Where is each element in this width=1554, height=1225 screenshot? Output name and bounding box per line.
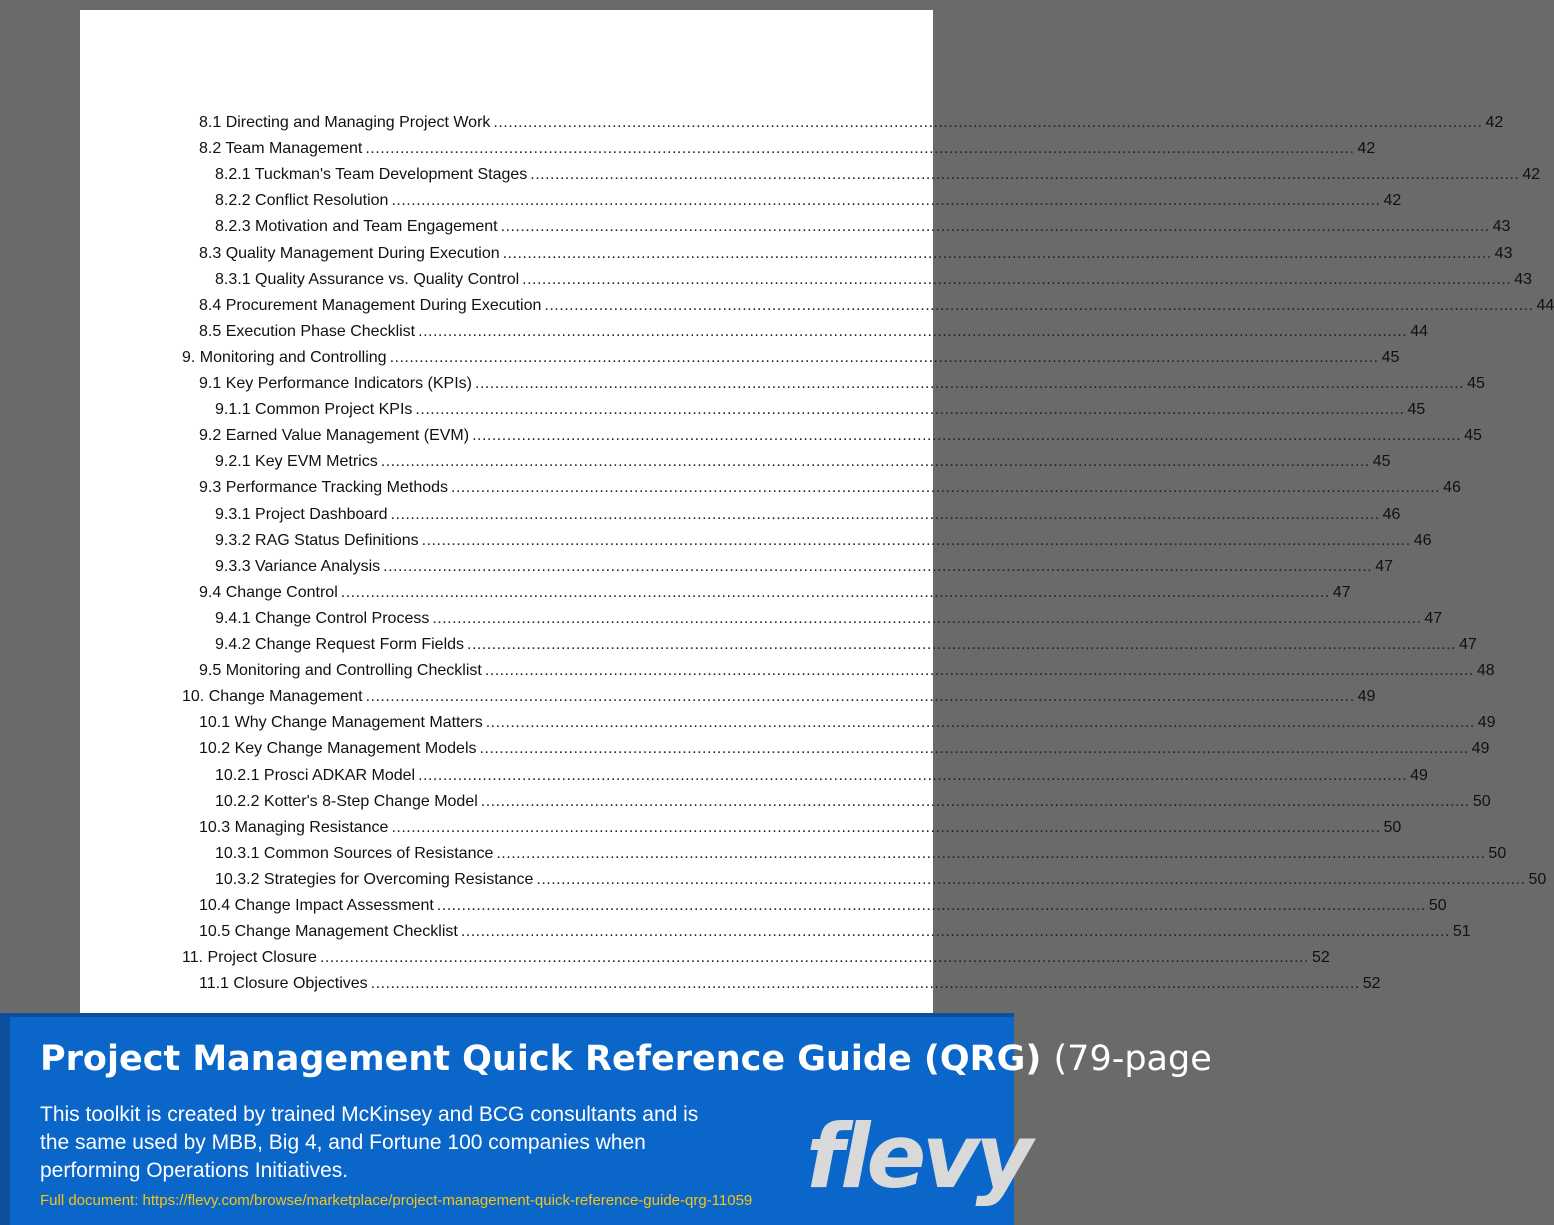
- toc-entry-title: 9.3.1 Project Dashboard: [215, 505, 388, 523]
- toc-dot-leader: [391, 815, 1380, 841]
- toc-entry[interactable]: [199, 293, 1554, 319]
- toc-entry-page: 49: [1357, 688, 1376, 706]
- toc-dot-leader: [383, 554, 1372, 580]
- toc-entry-page: 45: [1381, 348, 1400, 366]
- toc-entry-title: 8.2 Team Management: [199, 140, 363, 158]
- toc-entry-title: 9.3.2 RAG Status Definitions: [215, 531, 419, 549]
- toc-entry-page: 42: [1522, 166, 1541, 184]
- toc-entry-title: 8.2.2 Conflict Resolution: [215, 192, 389, 210]
- flevy-logo: flevy: [806, 1105, 1029, 1208]
- toc-entry-page: 49: [1410, 766, 1428, 784]
- toc-dot-leader: [422, 528, 1411, 554]
- toc-entry-page: 46: [1443, 479, 1461, 497]
- toc-entry-page: 45: [1407, 401, 1426, 419]
- toc-entry-title: 9.4 Change Control: [199, 583, 338, 601]
- toc-entry-page: 42: [1357, 140, 1376, 158]
- toc-dot-leader: [437, 893, 1426, 919]
- toc-dot-leader: [341, 580, 1330, 606]
- toc-entry[interactable]: [199, 371, 1485, 397]
- toc-entry[interactable]: [215, 188, 1402, 214]
- toc-dot-leader: [391, 502, 1380, 528]
- toc-entry-page: 46: [1382, 505, 1401, 523]
- toc-entry-title: 10.2.2 Kotter's 8-Step Change Model: [215, 792, 478, 810]
- toc-entry-title: 9.4.1 Change Control Process: [215, 609, 430, 627]
- toc-entry-page: 44: [1536, 296, 1554, 314]
- toc-entry-title: 10.2 Key Change Management Models: [199, 740, 477, 758]
- toc-entry-page: 43: [1492, 218, 1511, 236]
- toc-dot-leader: [503, 241, 1492, 267]
- toc-dot-leader: [530, 162, 1519, 188]
- toc-entry-title: 11. Project Closure: [182, 949, 317, 967]
- toc-entry-title: 9.4.2 Change Request Form Fields: [215, 636, 465, 653]
- toc-dot-leader: [472, 423, 1461, 449]
- toc-entry-title: 11.1 Closure Objectives: [199, 975, 368, 993]
- toc-entry[interactable]: [199, 919, 1471, 945]
- toc-dot-leader: [501, 214, 1490, 240]
- toc-dot-leader: [480, 736, 1469, 762]
- toc-entry[interactable]: [215, 162, 1541, 188]
- toc-entry[interactable]: [215, 554, 1393, 580]
- toc-entry-page: 50: [1488, 844, 1507, 862]
- toc-entry[interactable]: [215, 502, 1401, 528]
- toc-entry-page: 52: [1311, 949, 1330, 967]
- toc-entry-page: 47: [1332, 583, 1351, 601]
- toc-entry[interactable]: [182, 945, 1330, 971]
- toc-entry-page: 44: [1410, 322, 1428, 340]
- toc-dot-leader: [365, 136, 1354, 162]
- toc-entry[interactable]: [199, 423, 1482, 449]
- toc-entry[interactable]: [199, 475, 1461, 501]
- toc-entry[interactable]: [215, 867, 1547, 893]
- toc-entry-title: 8.5 Execution Phase Checklist: [199, 322, 416, 340]
- toc-entry-title: 8.3 Quality Management During Execution: [199, 244, 500, 262]
- toc-entry-page: 46: [1413, 531, 1432, 549]
- banner-accent-strip: [0, 1017, 10, 1225]
- toc-dot-leader: [481, 789, 1470, 815]
- toc-entry-title: 10.2.1 Prosci ADKAR Model: [215, 766, 416, 784]
- toc-dot-leader: [371, 971, 1360, 997]
- toc-entry[interactable]: [199, 971, 1381, 997]
- toc-entry-title: 10.3.1 Common Sources of Resistance: [215, 844, 494, 862]
- toc-entry-title: 10. Change Management: [182, 688, 363, 706]
- toc-entry[interactable]: [199, 319, 1428, 345]
- toc-entry-page: 45: [1372, 453, 1391, 471]
- toc-entry-title: 10.4 Change Impact Assessment: [199, 897, 434, 914]
- toc-dot-leader: [475, 371, 1464, 397]
- toc-entry[interactable]: [199, 893, 1447, 919]
- toc-entry-title: 8.1 Directing and Managing Project Work: [199, 114, 491, 131]
- document-page: [80, 10, 1554, 1020]
- toc-entry[interactable]: [199, 736, 1490, 762]
- toc-entry[interactable]: [199, 815, 1402, 841]
- toc-entry[interactable]: [215, 528, 1432, 554]
- toc-entry-title: 10.3.2 Strategies for Overcoming Resistance: [215, 870, 534, 888]
- toc-dot-leader: [493, 110, 1482, 136]
- toc-entry-title: 8.2.1 Tuckman's Team Development Stages: [215, 166, 528, 184]
- toc-entry-title: 9.2 Earned Value Management (EVM): [199, 427, 470, 445]
- toc-dot-leader: [418, 319, 1407, 345]
- toc-entry[interactable]: [215, 214, 1511, 240]
- toc-dot-leader: [467, 632, 1456, 658]
- toc-dot-leader: [496, 841, 1485, 867]
- toc-dot-leader: [391, 188, 1380, 214]
- toc-entry[interactable]: [199, 580, 1351, 606]
- toc-dot-leader: [522, 267, 1511, 293]
- toc-dot-leader: [418, 763, 1407, 789]
- toc-dot-leader: [366, 684, 1355, 710]
- toc-entry-title: 9.3 Performance Tracking Methods: [199, 479, 449, 497]
- toc-entry[interactable]: [199, 241, 1513, 267]
- toc-entry-page: 47: [1375, 557, 1393, 575]
- toc-dot-leader: [461, 919, 1450, 945]
- toc-entry-page: 45: [1467, 375, 1485, 392]
- toc-entry-page: 50: [1472, 792, 1491, 810]
- toc-entry-page: 49: [1471, 740, 1490, 758]
- toc-entry-title: 8.3.1 Quality Assurance vs. Quality Control: [215, 270, 520, 288]
- toc-entry[interactable]: [215, 841, 1507, 867]
- toc-dot-leader: [485, 658, 1474, 684]
- toc-entry-title: 9. Monitoring and Controlling: [182, 348, 387, 366]
- toc-entry-page: 50: [1528, 870, 1547, 888]
- toc-entry-title: 9.1.1 Common Project KPIs: [215, 401, 413, 419]
- toc-entry[interactable]: [215, 763, 1428, 789]
- document-link[interactable]: Full document: https://flevy.com/browse/marketplace/project-management-quick-reference-guide-qrg-11059: [40, 1192, 753, 1209]
- banner-title-suffix: (79-page: [1053, 1039, 1212, 1079]
- toc-dot-leader: [320, 945, 1309, 971]
- toc-entry[interactable]: [215, 606, 1443, 632]
- toc-dot-leader: [415, 397, 1404, 423]
- toc-dot-leader: [390, 345, 1379, 371]
- toc-entry-page: 48: [1476, 662, 1495, 680]
- toc-entry-page: 43: [1514, 270, 1532, 288]
- toc-entry-title: 9.1 Key Performance Indicators (KPIs): [199, 375, 472, 392]
- toc-entry-page: 52: [1362, 975, 1381, 993]
- toc-entry-page: 50: [1383, 818, 1402, 836]
- toc-entry[interactable]: [182, 345, 1400, 371]
- toc-entry[interactable]: [215, 449, 1391, 475]
- toc-entry[interactable]: [199, 136, 1376, 162]
- toc-entry-title: 8.2.3 Motivation and Team Engagement: [215, 218, 498, 236]
- banner-description: This toolkit is created by trained McKinsey and BCG consultants and is the same used by MBB, Big 4, and Fortune 100 companies when performing Operations Initiatives.: [40, 1103, 699, 1182]
- toc-entry-title: 8.4 Procurement Management During Execution: [199, 296, 542, 314]
- toc-dot-leader: [486, 710, 1475, 736]
- toc-dot-leader: [544, 293, 1533, 319]
- banner-title-main: Project Management Quick Reference Guide (QRG): [40, 1039, 1042, 1079]
- toc-dot-leader: [451, 475, 1440, 501]
- toc-entry-page: 42: [1383, 192, 1402, 210]
- toc-entry-page: 47: [1424, 609, 1443, 627]
- toc-entry-page: 51: [1452, 923, 1471, 941]
- toc-entry-title: 10.5 Change Management Checklist: [199, 923, 458, 941]
- toc-dot-leader: [381, 449, 1370, 475]
- promo-banner: [0, 1013, 1212, 1225]
- toc-entry-title: 9.2.1 Key EVM Metrics: [215, 453, 378, 471]
- toc-entry[interactable]: [215, 632, 1477, 658]
- toc-entry[interactable]: [215, 789, 1491, 815]
- toc-entry[interactable]: [215, 267, 1532, 293]
- toc-dot-leader: [536, 867, 1525, 893]
- toc-entry[interactable]: [215, 397, 1426, 423]
- toc-entry[interactable]: [199, 710, 1496, 736]
- toc-entry[interactable]: [182, 684, 1376, 710]
- toc-entry-page: 45: [1464, 427, 1482, 445]
- toc-dot-leader: [432, 606, 1421, 632]
- toc-entry[interactable]: [199, 658, 1495, 684]
- toc-entry[interactable]: [199, 110, 1504, 136]
- toc-entry-page: 50: [1428, 897, 1447, 914]
- toc-entry-title: 9.3.3 Variance Analysis: [215, 557, 381, 575]
- toc-entry-page: 42: [1485, 114, 1504, 131]
- toc-entry-title: 10.1 Why Change Management Matters: [199, 714, 483, 732]
- toc-entry-title: 9.5 Monitoring and Controlling Checklist: [199, 662, 482, 680]
- toc-entry-page: 43: [1494, 244, 1513, 262]
- banner-title: [40, 1039, 1212, 1079]
- toc-entry-page: 47: [1459, 636, 1477, 653]
- toc-entry-title: 10.3 Managing Resistance: [199, 818, 389, 836]
- toc-entry-page: 49: [1477, 714, 1496, 732]
